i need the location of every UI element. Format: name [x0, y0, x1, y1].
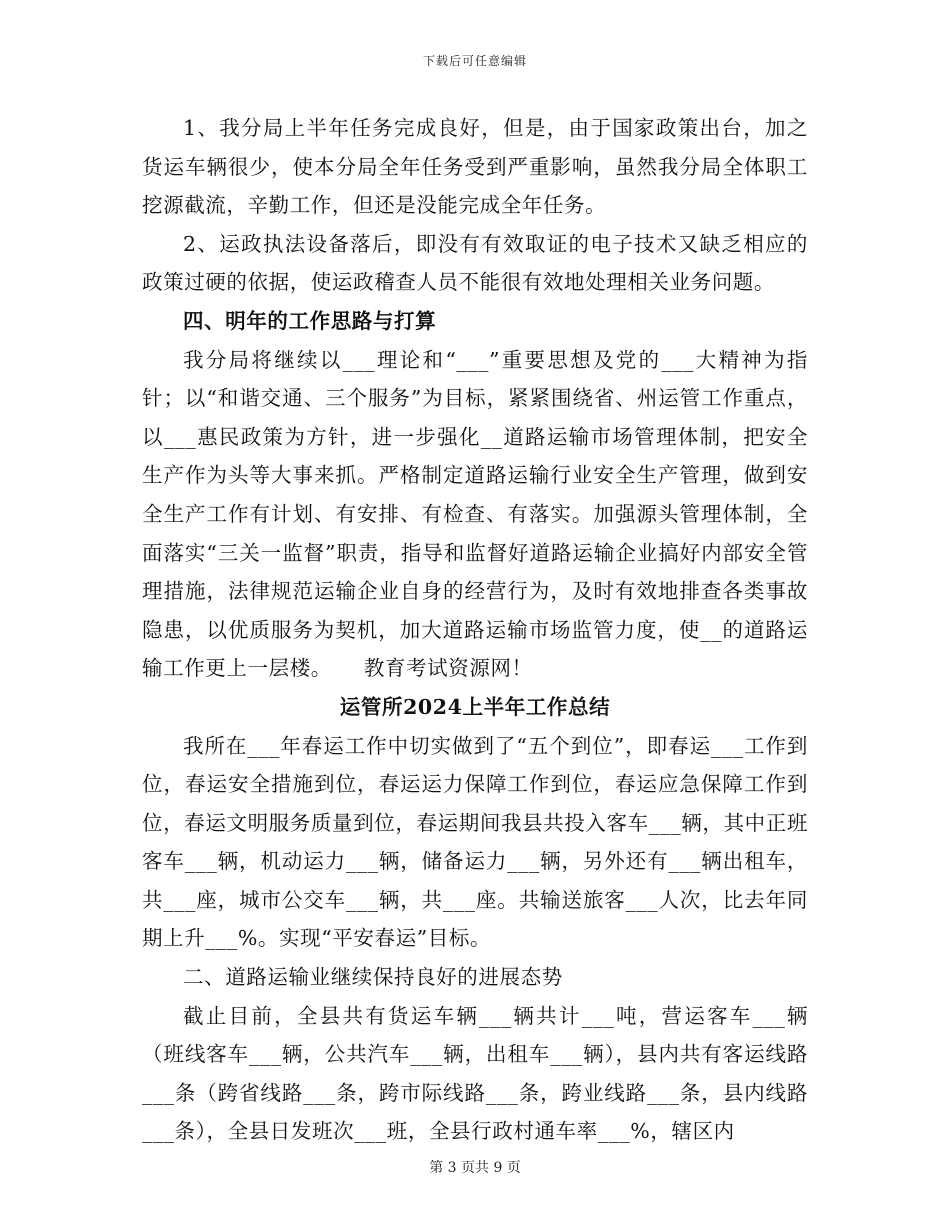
paragraph-statistics: 截止目前，全县共有货运车辆___辆共计___吨，营运客车___辆（班线客车___辆，公共汽车___辆，出租车___辆），县内共有客运线路___条（跨省线路___条，跨市际线路___条，跨业线路___条，县内线路___条），全县日发班次___班，全县行政村通车率___%，辖区内	[142, 1003, 808, 1144]
paragraph-plan: 我分局将继续以___理论和“___”重要思想及党的___大精神为指针；以“和谐交通、三个服务”为目标，紧紧围绕省、州运管工作重点，以___惠民政策为方针，进一步强化__道路运输市场管理体制，把安全生产作为头等大事来抓。严格制定道路运输行业安全生产管理，做到安全生产工作有计划、有安排、有检查、有落实。加强源头管理体制，全面落实“三关一监督”职责，指导和监督好道路运输企业搞好内部安全管理措施，法律规范运输企业自身的经营行为，及时有效地排查各类事故隐患，以优质服务为契机，加大道路运输市场监管力度，使__的道路运输工作更上一层楼。 教育考试资源网！	[142, 347, 808, 681]
paragraph-equipment: 2、运政执法设备落后，即没有有效取证的电子技术又缺乏相应的政策过硬的依据，使运政稽查人员不能很有效地处理相关业务问题。	[142, 231, 808, 295]
paragraph-task-completion: 1、我分局上半年任务完成良好，但是，由于国家政策出台，加之货运车辆很少，使本分局全年任务受到严重影响，虽然我分局全体职工挖源截流，辛勤工作，但还是没能完成全年任务。	[142, 116, 808, 218]
document-title: 运管所2024上半年工作总结	[339, 694, 611, 719]
paragraph-spring-transport: 我所在___年春运工作中切实做到了“五个到位”，即春运___工作到位，春运安全措施到位，春运运力保障工作到位，春运应急保障工作到位，春运文明服务质量到位，春运期间我县共投入客车___辆，其中正班客车___辆，机动运力___辆，储备运力___辆，另外还有___辆出租车，共___座，城市公交车___辆，共___座。共输送旅客___人次，比去年同期上升___%。实现“平安春运”目标。	[142, 733, 808, 951]
document-body	[142, 109, 808, 1151]
page-header: 下载后可任意编辑	[422, 54, 527, 68]
section-heading-next-year: 四、明年的工作思路与打算	[183, 308, 437, 333]
page-number: 第 3 页共 9 页	[429, 1160, 521, 1176]
section-heading-road-transport: 二、道路运输业继续保持良好的进展态势	[183, 965, 563, 990]
